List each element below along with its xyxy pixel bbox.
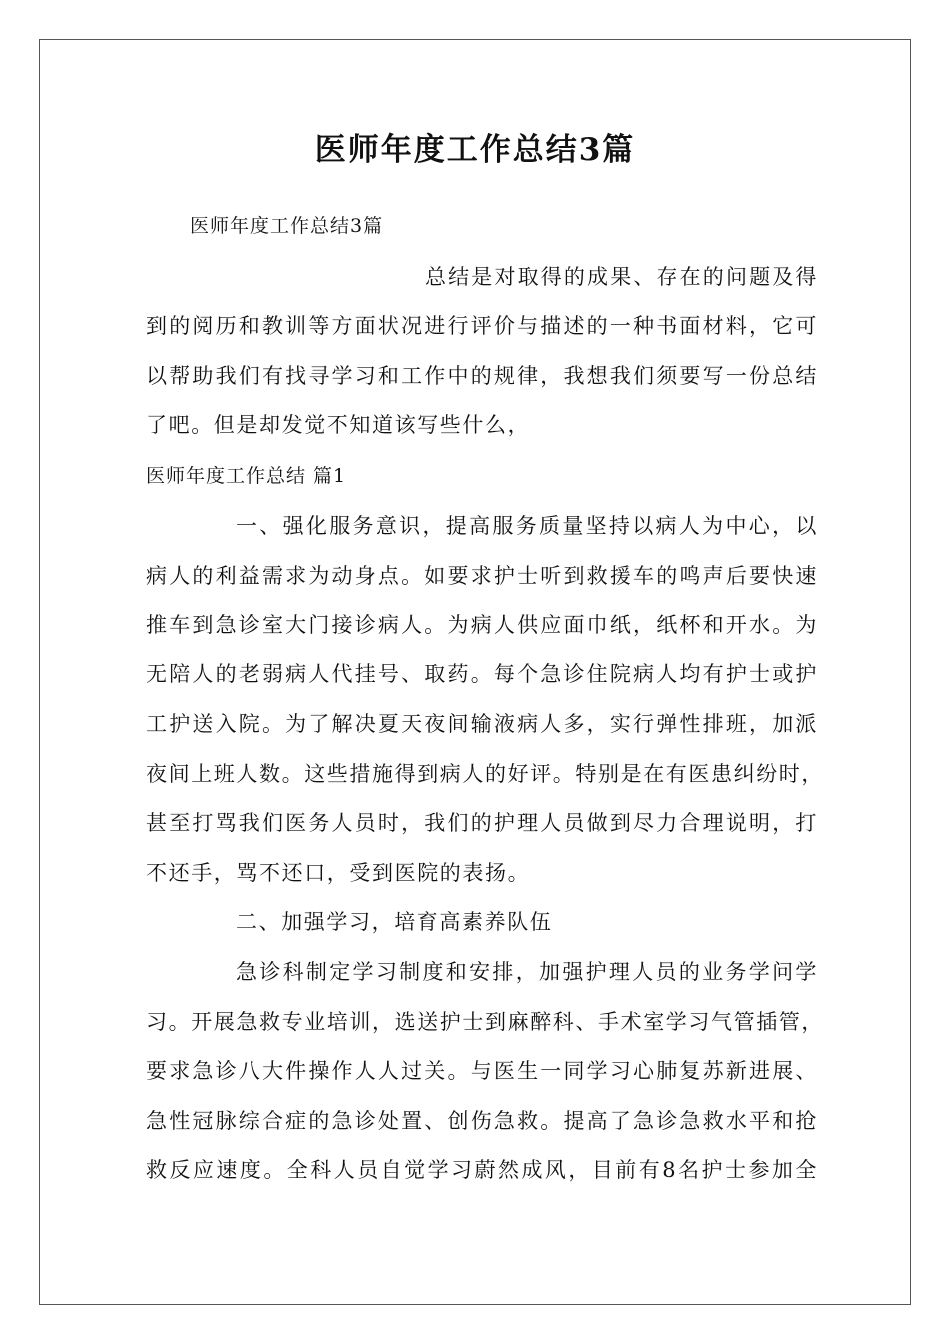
section2-line-1: 急诊科制定学习制度和安排，加强护理人员的业务学问学 <box>236 960 818 984</box>
section-heading: 医师年度工作总结 篇1 <box>146 465 347 487</box>
section1-line-7: 甚至打骂我们医务人员时，我们的护理人员做到尽力合理说明，打 <box>146 811 818 835</box>
section1-line-8: 不还手，骂不还口，受到医院的表扬。 <box>146 861 531 885</box>
section1-line-2: 病人的利益需求为动身点。如要求护士听到救援车的鸣声后要快速 <box>146 564 818 588</box>
section2-line-5: 救反应速度。全科人员自觉学习蔚然成风，目前有8名护士参加全 <box>146 1158 818 1182</box>
intro-line-2: 到的阅历和教训等方面状况进行评价与描述的一种书面材料，它可 <box>146 314 818 338</box>
document-title: 医师年度工作总结3篇 <box>314 132 636 168</box>
section2-line-4: 急性冠脉综合症的急诊处置、创伤急救。提高了急诊急救水平和抢 <box>146 1109 818 1133</box>
section1-line-3: 推车到急诊室大门接诊病人。为病人供应面巾纸，纸杯和开水。为 <box>146 613 818 637</box>
intro-line-3: 以帮助我们有找寻学习和工作中的规律，我想我们须要写一份总结 <box>146 364 818 388</box>
section2-heading: 二、加强学习，培育高素养队伍 <box>236 910 553 934</box>
section2-line-2: 习。开展急救专业培训，选送护士到麻醉科、手术室学习气管插管， <box>146 1010 824 1034</box>
section1-line-4: 无陪人的老弱病人代挂号、取药。每个急诊住院病人均有护士或护 <box>146 662 818 686</box>
section2-line-3: 要求急诊八大件操作人人过关。与医生一同学习心肺复苏新进展、 <box>146 1059 818 1083</box>
section1-line-6: 夜间上班人数。这些措施得到病人的好评。特别是在有医患纠纷时， <box>146 762 824 786</box>
section1-line-5: 工护送入院。为了解决夏天夜间输液病人多，实行弹性排班，加派 <box>146 712 818 736</box>
intro-line-4: 了吧。但是却发觉不知道该写些什么， <box>146 413 531 437</box>
section1-line-1: 一、强化服务意识，提高服务质量坚持以病人为中心，以 <box>236 514 818 538</box>
document-subtitle: 医师年度工作总结3篇 <box>190 215 384 237</box>
intro-line-1: 总结是对取得的成果、存在的问题及得 <box>425 265 818 289</box>
